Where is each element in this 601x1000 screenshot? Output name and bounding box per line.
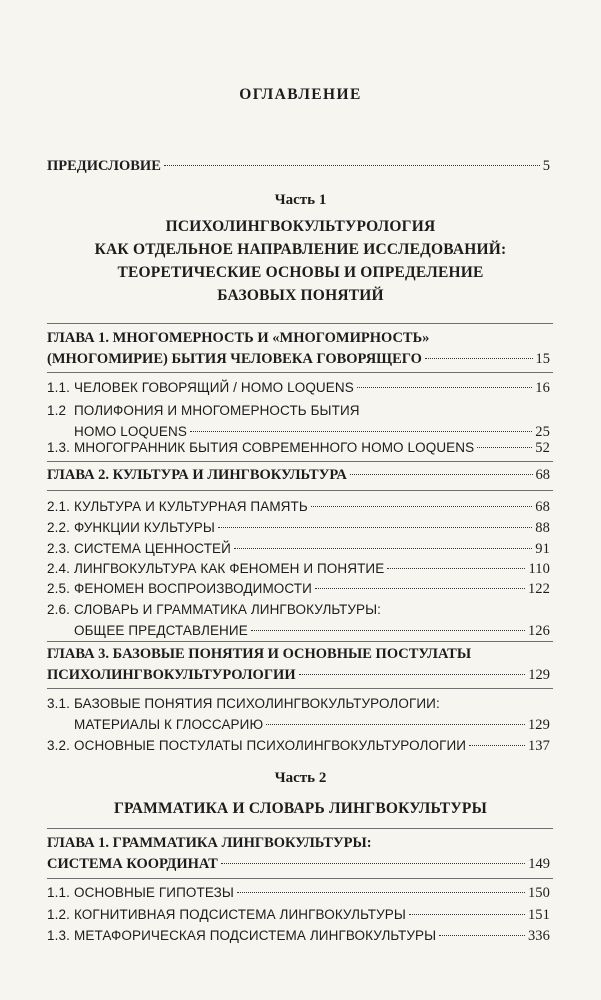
section-entry bbox=[47, 578, 550, 600]
page-number: 52 bbox=[535, 440, 550, 456]
section-number: 2.1. bbox=[47, 499, 70, 514]
entry-text: СИСТЕМА КООРДИНАТ bbox=[47, 856, 218, 872]
entry-text: ОБЩЕЕ ПРЕДСТАВЛЕНИЕ bbox=[74, 623, 248, 638]
section-entry-line bbox=[47, 400, 550, 421]
dot-leader bbox=[350, 474, 533, 475]
section-entry-line bbox=[47, 437, 550, 459]
page-number: 5 bbox=[542, 158, 550, 174]
entry-text: МЕТАФОРИЧЕСКАЯ ПОДСИСТЕМА ЛИНГВОКУЛЬТУРЫ bbox=[74, 928, 437, 943]
page-number: 129 bbox=[527, 717, 550, 733]
divider-rule bbox=[47, 878, 553, 879]
page-number: 68 bbox=[535, 467, 550, 483]
section-entry-line bbox=[47, 377, 550, 399]
page-number: 149 bbox=[528, 856, 550, 872]
dot-leader bbox=[237, 892, 525, 893]
dot-leader bbox=[251, 630, 525, 631]
page-number: 110 bbox=[528, 561, 550, 577]
part-title-line: ПСИХОЛИНГВОКУЛЬТУРОЛОГИЯ bbox=[165, 218, 436, 235]
section-entry-line bbox=[47, 558, 550, 580]
section-entry bbox=[47, 735, 550, 757]
page-number: 15 bbox=[535, 351, 550, 367]
section-entry bbox=[47, 437, 550, 459]
chapter-entry-line bbox=[47, 328, 550, 349]
section-number: 1.2. bbox=[47, 907, 70, 922]
section-entry bbox=[47, 882, 550, 904]
divider-rule bbox=[47, 372, 553, 373]
entry-text: КОГНИТИВНАЯ ПОДСИСТЕМА ЛИНГВОКУЛЬТУРЫ bbox=[74, 907, 406, 922]
entry-text: СЛОВАРЬ И ГРАММАТИКА ЛИНГВОКУЛЬТУРЫ: bbox=[74, 602, 382, 617]
section-entry bbox=[47, 538, 550, 560]
dot-leader bbox=[190, 431, 532, 432]
section-entry-line bbox=[47, 578, 550, 600]
section-entry-line bbox=[47, 620, 550, 642]
part-title-line: ГРАММАТИКА И СЛОВАРЬ ЛИНГВОКУЛЬТУРЫ bbox=[113, 800, 488, 817]
section-number: 3.2. bbox=[47, 738, 70, 753]
page-number: 16 bbox=[535, 380, 550, 396]
dot-leader bbox=[409, 914, 525, 915]
dot-leader bbox=[387, 568, 525, 569]
page-number: 91 bbox=[535, 541, 550, 557]
chapter-entry bbox=[47, 644, 550, 686]
dot-leader bbox=[357, 387, 532, 388]
preface-entry-line bbox=[47, 156, 550, 177]
divider-rule bbox=[47, 323, 553, 324]
section-number: 1.3. bbox=[47, 440, 70, 455]
chapter-entry-line bbox=[47, 644, 550, 665]
page-number: 336 bbox=[527, 928, 550, 944]
entry-text: МНОГОГРАННИК БЫТИЯ СОВРЕМЕННОГО HOMO LOQUENS bbox=[74, 440, 475, 455]
dot-leader bbox=[425, 358, 533, 359]
part-title bbox=[0, 797, 601, 820]
entry-text: ФУНКЦИИ КУЛЬТУРЫ bbox=[74, 520, 215, 535]
preface-entry bbox=[47, 156, 550, 177]
entry-text: ГЛАВА 1. МНОГОМЕРНОСТЬ И «МНОГОМИРНОСТЬ» bbox=[47, 330, 430, 346]
part-label: Часть 1 bbox=[274, 192, 327, 208]
page-number: 137 bbox=[527, 738, 550, 754]
page-number: 68 bbox=[535, 499, 550, 515]
entry-text: ГЛАВА 3. БАЗОВЫЕ ПОНЯТИЯ И ОСНОВНЫЕ ПОСТУЛАТЫ bbox=[47, 646, 472, 662]
chapter-entry bbox=[47, 328, 550, 370]
dot-leader bbox=[477, 447, 532, 448]
entry-text: ПРЕДИСЛОВИЕ bbox=[47, 158, 161, 174]
section-number: 1.2 bbox=[47, 403, 67, 418]
entry-text: HOMO LOQUENS bbox=[74, 424, 187, 439]
section-number: 2.4. bbox=[47, 561, 70, 576]
part-title-line: КАК ОТДЕЛЬНОЕ НАПРАВЛЕНИЕ ИССЛЕДОВАНИЙ: bbox=[94, 241, 507, 258]
part-title-line: ТЕОРЕТИЧЕСКИЕ ОСНОВЫ И ОПРЕДЕЛЕНИЕ bbox=[117, 264, 484, 281]
chapter-entry-line bbox=[47, 665, 550, 686]
divider-rule bbox=[47, 688, 553, 689]
entry-text: СИСТЕМА ЦЕННОСТЕЙ bbox=[74, 541, 231, 556]
dot-leader bbox=[266, 724, 525, 725]
section-number: 3.1. bbox=[47, 696, 70, 711]
section-entry bbox=[47, 904, 550, 926]
entry-text: ЛИНГВОКУЛЬТУРА КАК ФЕНОМЕН И ПОНЯТИЕ bbox=[74, 561, 385, 576]
section-entry-line bbox=[47, 538, 550, 560]
dot-leader bbox=[469, 745, 525, 746]
section-entry bbox=[47, 496, 550, 518]
chapter-entry bbox=[47, 833, 550, 875]
section-number: 1.1. bbox=[47, 380, 70, 395]
divider-rule bbox=[47, 461, 553, 462]
section-number: 1.1. bbox=[47, 885, 70, 900]
page-number: 122 bbox=[527, 581, 550, 597]
section-entry-line bbox=[47, 925, 550, 947]
section-entry-line bbox=[47, 904, 550, 926]
dot-leader bbox=[164, 165, 540, 166]
entry-text: МАТЕРИАЛЫ К ГЛОССАРИЮ bbox=[74, 717, 264, 732]
chapter-entry-line bbox=[47, 833, 550, 854]
entry-text: ПСИХОЛИНГВОКУЛЬТУРОЛОГИИ bbox=[47, 667, 296, 683]
dot-leader bbox=[221, 863, 525, 864]
divider-rule bbox=[47, 641, 553, 642]
entry-text: ГЛАВА 2. КУЛЬТУРА И ЛИНГВОКУЛЬТУРА bbox=[47, 467, 347, 483]
entry-text: БАЗОВЫЕ ПОНЯТИЯ ПСИХОЛИНГВОКУЛЬТУРОЛОГИИ: bbox=[74, 696, 440, 711]
dot-leader bbox=[315, 588, 525, 589]
page-number: 151 bbox=[527, 907, 550, 923]
section-entry bbox=[47, 558, 550, 580]
section-entry-line bbox=[47, 517, 550, 539]
section-entry bbox=[47, 599, 550, 642]
section-number: 2.6. bbox=[47, 602, 70, 617]
page-number: 25 bbox=[535, 424, 550, 440]
page-number: 88 bbox=[535, 520, 550, 536]
entry-text: ПОЛИФОНИЯ И МНОГОМЕРНОСТЬ БЫТИЯ bbox=[74, 403, 360, 418]
part-title-line: БАЗОВЫХ ПОНЯТИЙ bbox=[217, 287, 384, 304]
dot-leader bbox=[299, 674, 526, 675]
chapter-entry bbox=[47, 465, 550, 486]
divider-rule bbox=[47, 828, 553, 829]
dot-leader bbox=[218, 527, 532, 528]
section-entry bbox=[47, 377, 550, 399]
entry-text: ОСНОВНЫЕ ГИПОТЕЗЫ bbox=[74, 885, 234, 900]
section-number: 2.5. bbox=[47, 581, 70, 596]
section-entry-line bbox=[47, 714, 550, 736]
section-entry-line bbox=[47, 882, 550, 904]
dot-leader bbox=[439, 935, 525, 936]
chapter-entry-line bbox=[47, 854, 550, 875]
part-label: Часть 2 bbox=[274, 770, 327, 786]
section-entry-line bbox=[47, 599, 550, 620]
part-title bbox=[0, 215, 601, 307]
section-number: 2.3. bbox=[47, 541, 70, 556]
section-entry bbox=[47, 925, 550, 947]
entry-text: КУЛЬТУРА И КУЛЬТУРНАЯ ПАМЯТЬ bbox=[74, 499, 308, 514]
section-entry-line bbox=[47, 496, 550, 518]
section-entry bbox=[47, 693, 550, 736]
dot-leader bbox=[234, 548, 532, 549]
page-number: 150 bbox=[527, 885, 550, 901]
dot-leader bbox=[311, 506, 532, 507]
entry-text: ГЛАВА 1. ГРАММАТИКА ЛИНГВОКУЛЬТУРЫ: bbox=[47, 835, 372, 851]
entry-text: (МНОГОМИРИЕ) БЫТИЯ ЧЕЛОВЕКА ГОВОРЯЩЕГО bbox=[47, 351, 422, 367]
section-number: 2.2. bbox=[47, 520, 70, 535]
page-number: 126 bbox=[527, 623, 550, 639]
section-number: 1.3. bbox=[47, 928, 70, 943]
chapter-entry-line bbox=[47, 349, 550, 370]
section-entry-line bbox=[47, 735, 550, 757]
chapter-entry-line bbox=[47, 465, 550, 486]
section-entry-line bbox=[47, 693, 550, 714]
toc-title: ОГЛАВЛЕНИЕ bbox=[239, 86, 362, 103]
page-number: 129 bbox=[528, 667, 550, 683]
section-entry bbox=[47, 517, 550, 539]
entry-text: ЧЕЛОВЕК ГОВОРЯЩИЙ / HOMO LOQUENS bbox=[74, 380, 354, 395]
entry-text: ФЕНОМЕН ВОСПРОИЗВОДИМОСТИ bbox=[74, 581, 312, 596]
entry-text: ОСНОВНЫЕ ПОСТУЛАТЫ ПСИХОЛИНГВОКУЛЬТУРОЛОГИИ bbox=[74, 738, 467, 753]
divider-rule bbox=[47, 490, 553, 491]
